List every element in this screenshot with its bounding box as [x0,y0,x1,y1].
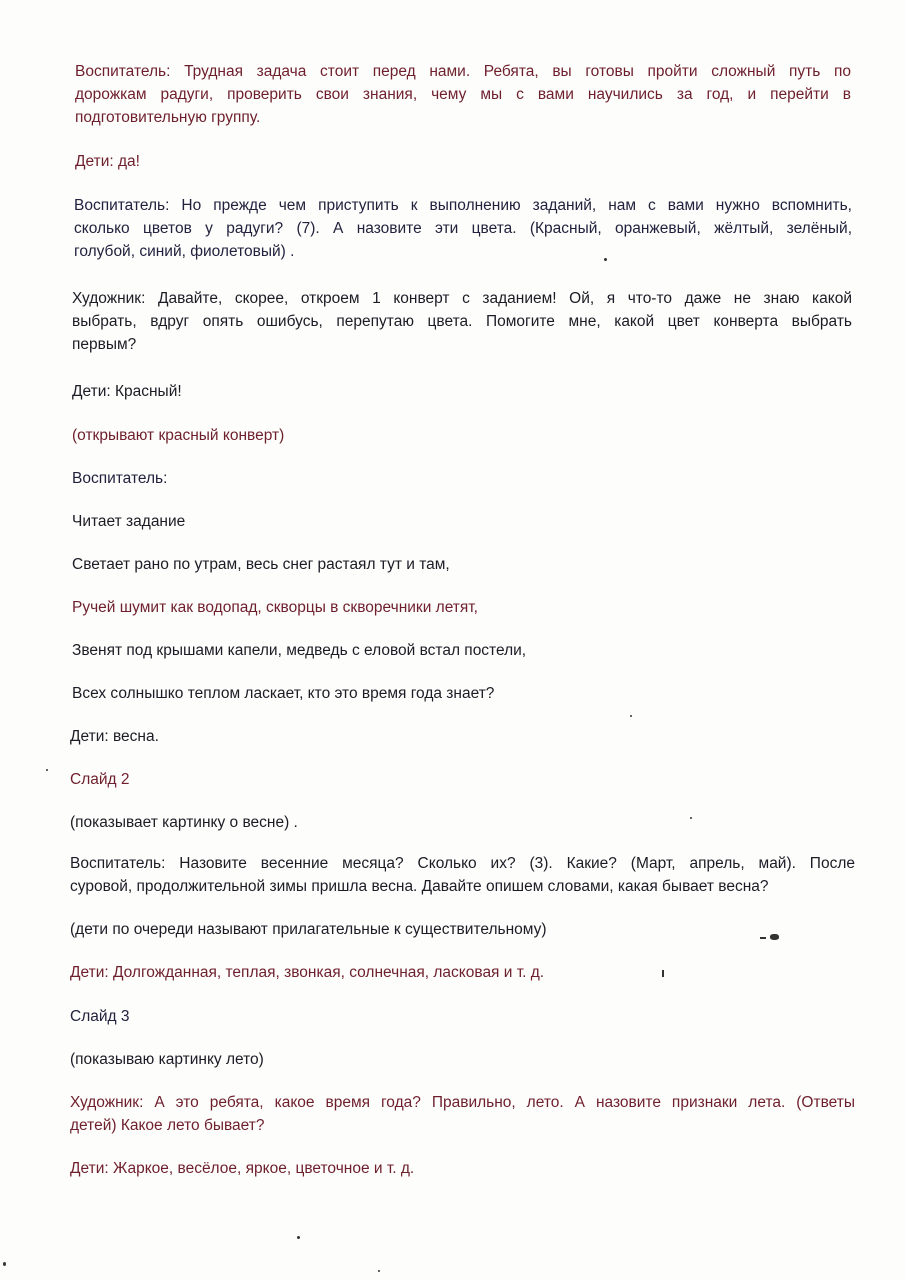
paragraph-educator-intro [75,60,851,129]
text-line: Ручей шумит как водопад, скворцы в скворечники летят, [72,599,478,616]
paragraph-open-red-envelope [72,424,284,447]
text-line: (открывают красный конверт) [72,427,285,444]
scan-speck [770,934,779,940]
text-line: Дети: весна. [70,728,159,745]
text-line: подготовительную группу. [75,109,261,126]
text-line: Художник: А это ребята, какое время года? Правильно, лето. А назовите признаки лета. (Ответы [70,1094,855,1111]
paragraph-artist-summer [70,1091,855,1137]
scan-speck [3,1262,6,1266]
paragraph-slide-2 [70,768,130,791]
paragraph-children-red [72,380,182,403]
text-line: Воспитатель: Назовите весенние месяца? Сколько их? (3). Какие? (Март, апрель, май). После [70,855,855,872]
text-line: Звенят под крышами капели, медведь с еловой встал постели, [72,642,527,659]
paragraph-artist-envelope [72,287,852,356]
text-line: детей) Какое лето бывает? [70,1117,265,1134]
text-line: Слайд 2 [70,771,130,788]
text-line: Дети: Красный! [72,383,182,400]
paragraph-educator-spring-months [70,852,855,898]
poem-line-3 [72,639,526,662]
text-line: (показывает картинку о весне) . [70,814,298,831]
text-line: дорожкам радуги, проверить свои знания, чему мы с вами научились за год, и перейти в [75,86,851,103]
paragraph-shows-spring-picture [70,811,298,834]
paragraph-educator-label [72,467,167,490]
scan-speck [604,258,607,261]
scan-speck [46,769,48,771]
text-line: Воспитатель: Трудная задача стоит перед нами. Ребята, вы готовы пройти сложный путь по [75,63,851,80]
text-line: Дети: Долгожданная, теплая, звонкая, солнечная, ласковая и т. д. [70,964,545,981]
text-line: Воспитатель: [72,470,168,487]
scan-speck [630,715,632,717]
text-line: Дети: да! [75,153,140,170]
text-line: Художник: Давайте, скорее, откроем 1 конверт с заданием! Ой, я что-то даже не знаю какой [72,290,852,307]
poem-line-4 [72,682,494,705]
paragraph-children-yes [75,150,140,173]
text-line: Светает рано по утрам, весь снег растаял тут и там, [72,556,450,573]
paragraph-children-spring [70,725,159,748]
scan-speck [760,937,766,939]
paragraph-children-adjectives-note [70,918,547,941]
text-line: Всех солнышко теплом ласкает, кто это время года знает? [72,685,495,702]
paragraph-reads-task [72,510,185,533]
paragraph-slide-3 [70,1005,130,1028]
paragraph-children-summer-adjectives [70,1157,414,1180]
text-line: первым? [72,336,137,353]
text-line: суровой, продолжительной зимы пришла весна. Давайте опишем словами, какая бывает весна? [70,878,769,895]
poem-line-1 [72,553,450,576]
paragraph-children-spring-adjectives [70,961,544,984]
paragraph-educator-rainbow [74,194,852,263]
text-line: Читает задание [72,513,186,530]
text-line: (дети по очереди называют прилагательные к существительному) [70,921,547,938]
scan-speck [378,1270,380,1272]
text-line: голубой, синий, фиолетовый) . [74,243,295,260]
paragraph-shows-summer-picture [70,1048,264,1071]
scan-speck [297,1236,300,1239]
text-line: Воспитатель: Но прежде чем приступить к выполнению заданий, нам с вами нужно вспомнить, [74,197,852,214]
text-line: выбрать, вдруг опять ошибусь, перепутаю цвета. Помогите мне, какой цвет конверта выбрать [72,313,852,330]
text-line: (показываю картинку лето) [70,1051,264,1068]
text-line: Дети: Жаркое, весёлое, яркое, цветочное и т. д. [70,1160,415,1177]
poem-line-2 [72,596,478,619]
scan-speck [690,817,692,819]
text-line: Слайд 3 [70,1008,130,1025]
text-line: сколько цветов у радуги? (7). А назовите эти цвета. (Красный, оранжевый, жёлтый, зелёный, [74,220,852,237]
scan-speck [662,970,664,977]
